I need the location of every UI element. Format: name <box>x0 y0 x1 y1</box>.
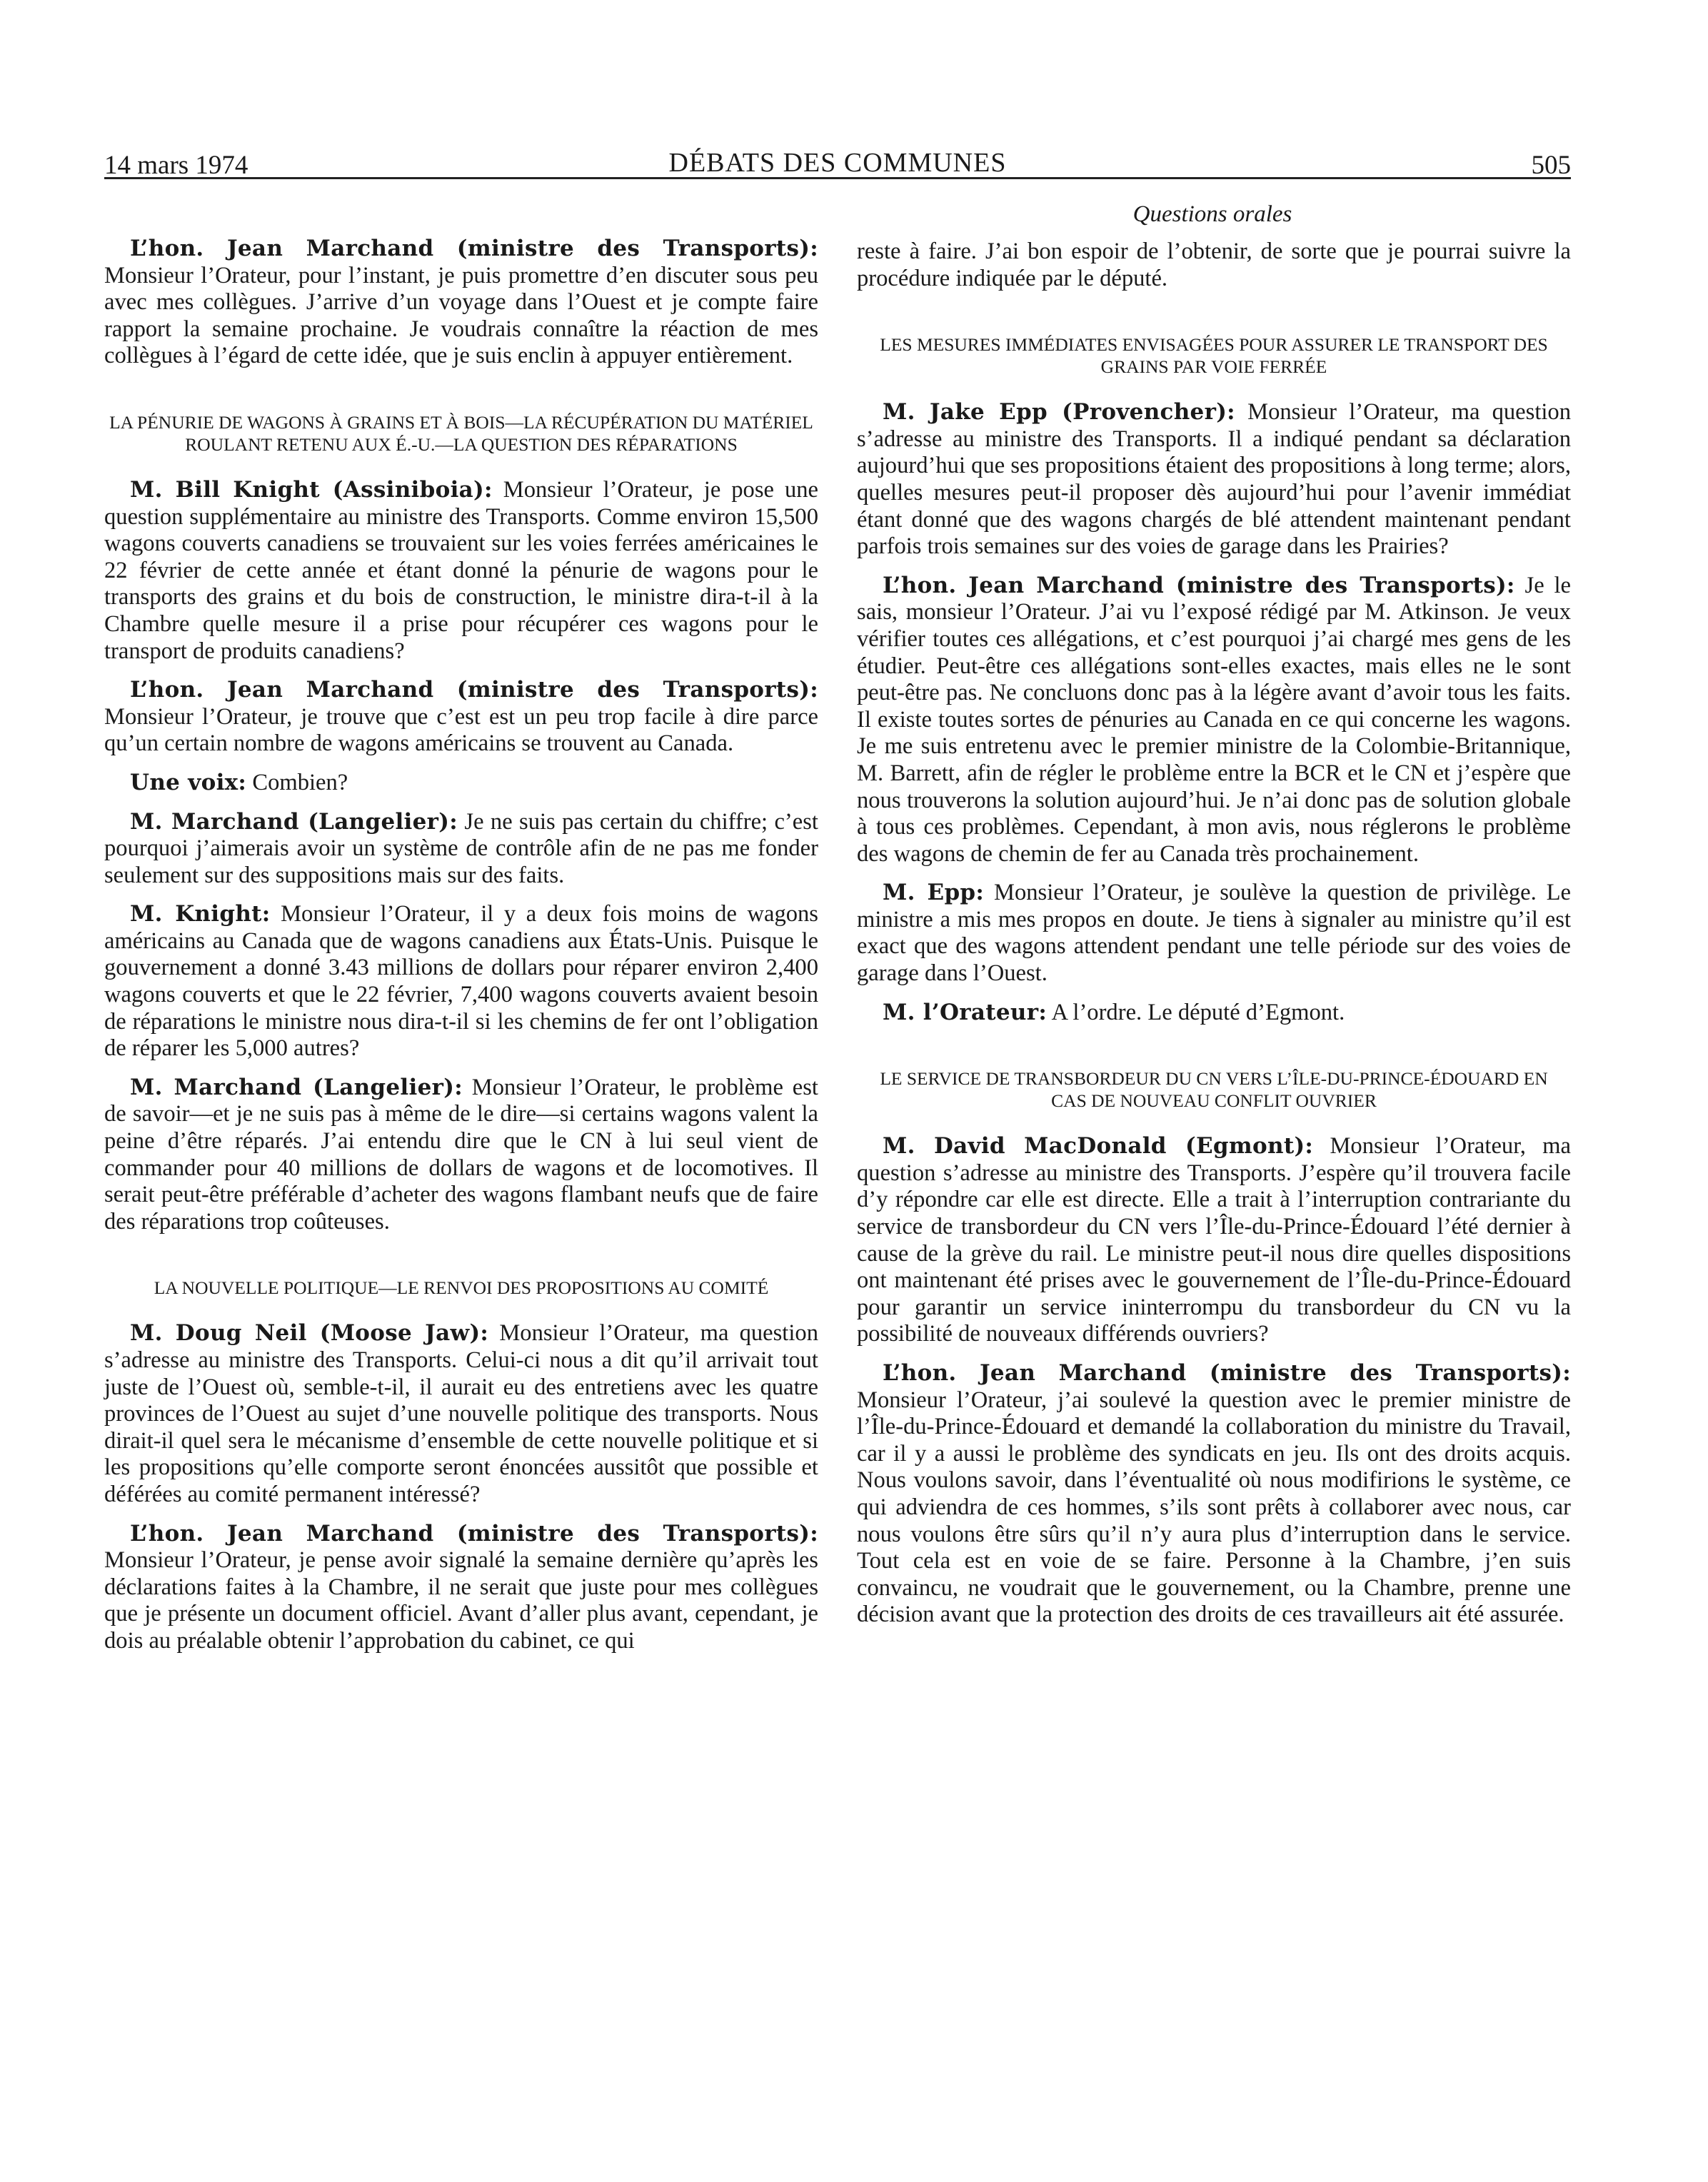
section-marker: Questions orales <box>1132 201 1292 227</box>
speech-text: Combien? <box>252 769 348 795</box>
speech-text: Monsieur l’Orateur, ma question s’adresse au ministre des Transports. Celui-ci nous a dit qu’il arrivait tout juste de l’Ouest où, semble-t-il, il aurait eu des entretiens avec les quatre provinces de l’Ouest au sujet d’une nouvelle politique des transports. Nous dirait-il quel sera le mécanisme d’ensemble de cette nouvelle politique et si les propositions qu’elle comporte seront énoncées aussitôt que possible et déférées au comité permanent intéressé? <box>104 1320 818 1507</box>
speaker: L’hon. Jean Marchand (ministre des Transports): <box>130 677 818 703</box>
speaker: Une voix: <box>130 769 247 795</box>
header-rule <box>104 177 1571 179</box>
speech <box>857 1360 1571 1629</box>
journal-title: DÉBATS DES COMMUNES <box>668 148 1007 178</box>
section-heading: LE SERVICE DE TRANSBORDEUR DU CN VERS L’ÎLE-DU-PRINCE-ÉDOUARD EN CAS DE NOUVEAU CONFLIT OUVRIER <box>880 1068 1548 1112</box>
speech-text: Monsieur l’Orateur, je pense avoir signalé la semaine dernière qu’après les déclarations faites à la Chambre, il ne serait que juste pour mes collègues que je présente un document officiel. Avant d’aller plus avant, cependant, je dois au préalable obtenir l’approbation du cabinet, ce qui <box>104 1547 818 1654</box>
speaker: M. Doug Neil (Moose Jaw): <box>130 1320 489 1347</box>
section-heading: LES MESURES IMMÉDIATES ENVISAGÉES POUR ASSURER LE TRANSPORT DES GRAINS PAR VOIE FERRÉE <box>880 334 1548 378</box>
right-column <box>857 238 1571 1641</box>
speech-text: Monsieur l’Orateur, je soulève la question de privilège. Le ministre a mis mes propos en doute. Je tiens à signaler au ministre qu’il est exact que des wagons attendent pendant une telle période sur des voies de garage dans l’Ouest. <box>857 880 1571 987</box>
speech-text: Monsieur l’Orateur, il y a deux fois moins de wagons américains au Canada que de wagons canadiens aux États-Unis. Puisque le gouvernement a donné 3.43 millions de dollars pour réparer environ 2,400 wagons couverts et que le 22 février, 7,400 wagons couverts avaient besoin de réparations le ministre nous dira-t-il si les chemins de fer ont l’obligation de réparer les 5,000 autres? <box>104 901 818 1062</box>
speaker: M. l’Orateur: <box>883 999 1048 1025</box>
speaker: L’hon. Jean Marchand (ministre des Transports): <box>130 1520 818 1547</box>
speech-text: Monsieur l’Orateur, je pose une question supplémentaire au ministre des Transports. Comme environ 15,500 wagons couverts canadiens se trouvaient sur les voies ferrées américaines le 22 février de cette année et étant donné la pénurie de wagons pour le transports des grains et du bois de construction, le ministre dira-t-il à la Chambre quelle mesure il a prise pour récupérer ces wagons pour le transport de produits canadiens? <box>104 476 818 664</box>
speaker: M. Marchand (Langelier): <box>130 1074 463 1100</box>
page-date: 14 mars 1974 <box>104 151 248 180</box>
speaker: M. Epp: <box>883 880 985 906</box>
page-number: 505 <box>1531 151 1571 180</box>
speech-text: Je ne suis pas certain du chiffre; c’est pourquoi j’aimerais avoir un système de contrôle afin de ne pas me fonder seulement sur des suppositions mais sur des faits. <box>104 808 818 888</box>
section-heading: LA PÉNURIE DE WAGONS À GRAINS ET À BOIS—LA RÉCUPÉRATION DU MATÉRIEL ROULANT RETENU AUX É.-U.—LA QUESTION DES RÉPARATIONS <box>109 411 813 455</box>
speaker: M. David MacDonald (Egmont): <box>883 1133 1314 1160</box>
speech <box>104 677 818 758</box>
speech-text: Monsieur l’Orateur, le problème est de savoir—et je ne suis pas à même de le dire—si certains wagons valent la peine d’être réparés. J’ai entendu dire que le CN à lui seul vient de commander pour 40 millions de dollars de wagons et de locomotives. Il serait peut-être préférable d’acheter des wagons flambant neufs que de faire des réparations trop coûteuses. <box>104 1074 818 1235</box>
speaker: L’hon. Jean Marchand (ministre des Transports): <box>130 236 818 261</box>
speech <box>104 770 818 797</box>
speech-text: A l’ordre. Le député d’Egmont. <box>1051 999 1345 1025</box>
section-heading: LA NOUVELLE POLITIQUE—LE RENVOI DES PROPOSITIONS AU COMITÉ <box>154 1277 769 1299</box>
speech-text: Monsieur l’Orateur, ma question s’adresse au ministre des Transports. J’espère qu’il trouvera facile d’y répondre car elle est directe. Elle a trait à l’interruption contrariante du service de transbordeur du CN vers l’Île-du-Prince-Édouard l’été dernier à cause de la grève du rail. Le ministre peut-il nous dire quelles dispositions ont maintenant été prises avec le gouvernement de l’Île-du-Prince-Édouard pour garantir un service ininterrompu du transbordeur du CN vu la possibilité de nouveaux différends ouvriers? <box>857 1133 1571 1347</box>
speaker: L’hon. Jean Marchand (ministre des Transports): <box>883 1360 1571 1386</box>
speaker: L’hon. Jean Marchand (ministre des Transports): <box>883 572 1515 598</box>
continued-text: reste à faire. J’ai bon espoir de l’obtenir, de sorte que je pourrai suivre la procédure indiquée par le député. <box>857 238 1571 291</box>
speech-text: Monsieur l’Orateur, pour l’instant, je puis promettre d’en discuter sous peu avec mes collègues. J’arrive d’un voyage dans l’Ouest et je compte faire rapport la semaine prochaine. Je voudrais connaître la réaction de mes collègues à l’égard de cette idée, que je suis enclin à appuyer entièrement. <box>104 262 818 369</box>
speech <box>857 1000 1571 1027</box>
speech <box>104 809 818 890</box>
speech <box>857 880 1571 987</box>
speech-text: Monsieur l’Orateur, je trouve que c’est est un peu trop facile à dire parce qu’un certain nombre de wagons américains se trouvent au Canada. <box>104 703 818 757</box>
speech-text: Je le sais, monsieur l’Orateur. J’ai vu l’exposé rédigé par M. Atkinson. Je veux vérifier toutes ces allégations, et c’est pourquoi j’ai chargé mes gens de les étudier. Peut-être ces allégations sont-elles exactes, mais elles ne le sont peut-être pas. Ne concluons donc pas à la légère avant d’avoir tous les faits. Il existe toutes sortes de pénuries au Canada en ce qui concerne les wagons. Je me suis entretenu avec le premier ministre de la Colombie-Britannique, M. Barrett, afin de régler le problème entre la BCR et le CN et j’espère que nous trouverons la solution aujourd’hui. Je n’ai donc pas de solution globale à tous ces problèmes. Cependant, à mon avis, nous réglerons le problème des wagons de chemin de fer au Canada très prochainement. <box>857 572 1571 867</box>
left-column <box>104 236 818 1667</box>
speaker: M. Bill Knight (Assiniboia): <box>130 476 493 503</box>
speech-text: Monsieur l’Orateur, j’ai soulevé la question avec le premier ministre de l’Île-du-Prince-Édouard et demandé la collaboration du ministre du Travail, car il y a aussi le problème des syndicats en jeu. Ils ont des droits acquis. Nous voulons savoir, dans l’éventualité où nous modifirions le système, ce qui adviendra de ces hommes, s’ils sont prêts à collaborer avec nous, car nous voulons être sûrs qu’il n’y aura plus d’interruption dans le service. Tout cela est en voie de se faire. Personne à la Chambre, j’en suis convaincu, ne voudrait que le gouvernement, ou la Chambre, prenne une décision avant que la protection des droits de ces travailleurs ait été assurée. <box>857 1387 1571 1628</box>
speaker: M. Jake Epp (Provencher): <box>883 399 1235 426</box>
running-head <box>104 140 1571 179</box>
speaker: M. Marchand (Langelier): <box>130 808 458 835</box>
speech <box>857 1133 1571 1348</box>
speech <box>104 1075 818 1236</box>
speech <box>104 477 818 665</box>
speech <box>104 1320 818 1508</box>
speech <box>857 399 1571 560</box>
speech <box>104 236 818 370</box>
speaker: M. Knight: <box>130 901 271 927</box>
speech-text: Monsieur l’Orateur, ma question s’adresse au ministre des Transports. Il a indiqué pendant sa déclaration aujourd’hui que ses propositions étaient des propositions à long terme; alors, quelles mesures peut-il proposer dès aujourd’hui pour l’avenir immédiat étant donné que des wagons chargés de blé attendent maintenant pendant parfois trois semaines sur des voies de garage dans les Prairies? <box>857 399 1571 560</box>
speech <box>104 1521 818 1655</box>
speech <box>857 573 1571 868</box>
speech <box>104 901 818 1062</box>
